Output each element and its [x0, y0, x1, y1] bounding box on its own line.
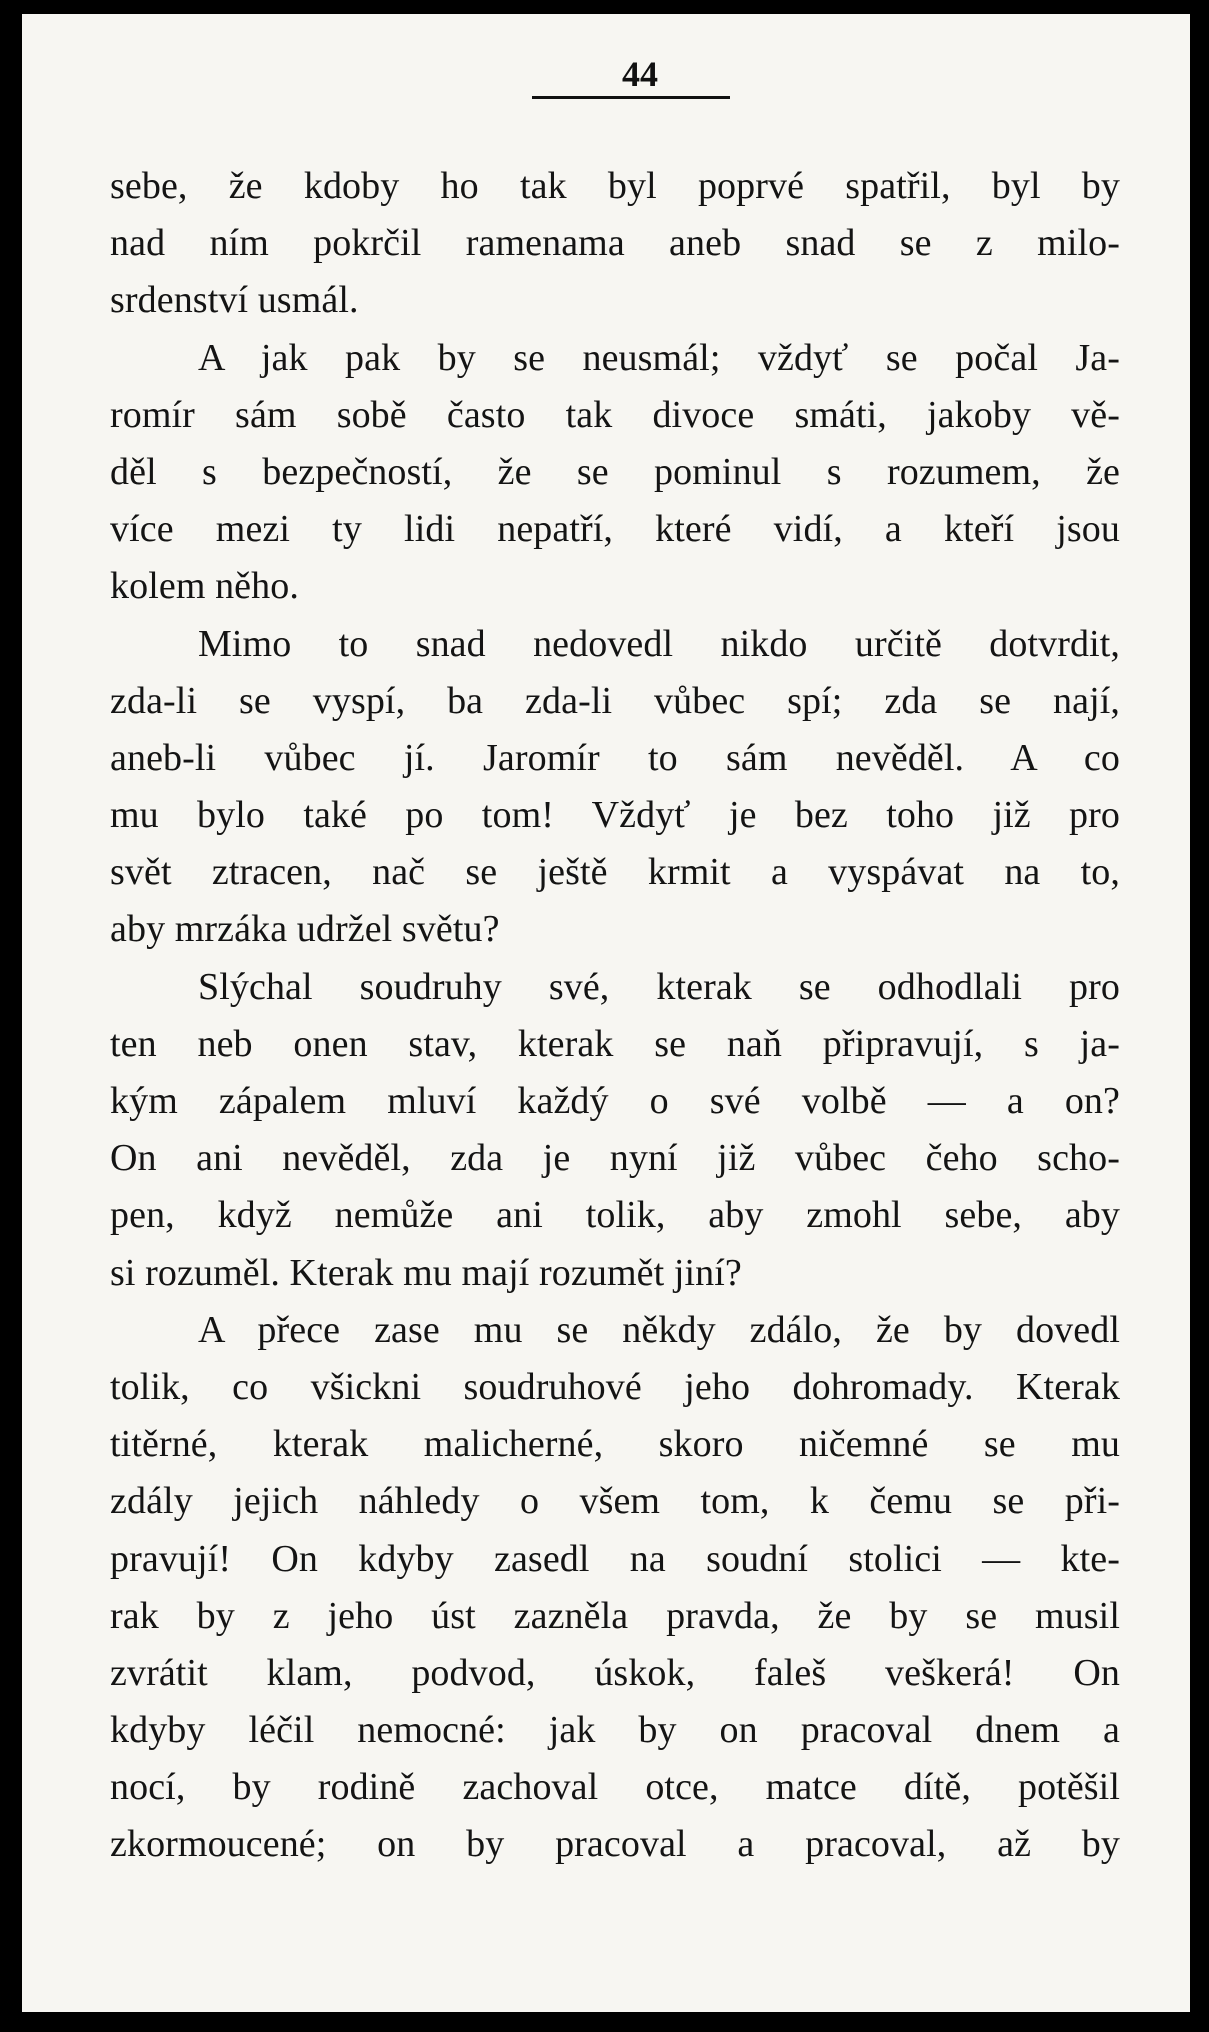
text-line: pravují! On kdyby zasedl na soudní stolici — kte- — [110, 1537, 1120, 1580]
book-page — [22, 14, 1190, 2012]
page-number: 44 — [622, 54, 658, 94]
text-line: kým zápalem mluví každý o své volbě — a on? — [110, 1080, 1120, 1122]
text-line: On ani nevěděl, zda je nyní již vůbec čeho scho- — [110, 1137, 1120, 1180]
text-line: si rozuměl. Kterak mu mají rozumět jiní? — [110, 1251, 742, 1294]
text-line: srdenství usmál. — [110, 279, 359, 322]
text-line: A přece zase mu se někdy zdálo, že by dovedl — [198, 1308, 1120, 1351]
body-text — [110, 158, 1120, 1874]
text-line: nad ním pokrčil ramenama aneb snad se z milo- — [110, 222, 1120, 265]
text-line: zkormoucené; on by pracoval a pracoval, až by — [110, 1823, 1120, 1866]
text-line: titěrné, kterak malicherné, skoro ničemné se mu — [110, 1423, 1120, 1466]
text-line: rak by z jeho úst zazněla pravda, že by se musil — [110, 1594, 1120, 1637]
text-line: zdály jejich náhledy o všem tom, k čemu se při- — [110, 1480, 1120, 1523]
text-line: Slýchal soudruhy své, kterak se odhodlali pro — [198, 965, 1120, 1008]
page-number-rule — [532, 96, 730, 99]
text-line: nocí, by rodině zachoval otce, matce dítě, potěšil — [110, 1766, 1120, 1809]
text-line: romír sám sobě často tak divoce smáti, jakoby vě- — [110, 393, 1120, 436]
text-line: Mimo to snad nedovedl nikdo určitě dotvrdit, — [198, 622, 1120, 665]
text-line: zvrátit klam, podvod, úskok, faleš veškerá! On — [110, 1651, 1120, 1694]
text-line: tolik, co všickni soudruhové jeho dohromady. Kterak — [110, 1365, 1120, 1408]
text-line: aby mrzáka udržel světu? — [110, 908, 500, 951]
text-line: sebe, že kdoby ho tak byl poprvé spatřil, byl by — [110, 165, 1120, 207]
text-line: A jak pak by se neusmál; vždyť se počal Ja- — [198, 336, 1120, 379]
text-line: kolem něho. — [110, 565, 299, 608]
text-line: ten neb onen stav, kterak se naň připravují, s ja- — [110, 1022, 1120, 1065]
text-line: více mezi ty lidi nepatří, které vidí, a kteří jsou — [110, 508, 1120, 551]
text-line: aneb-li vůbec jí. Jaromír to sám nevěděl. A co — [110, 736, 1120, 779]
text-line: děl s bezpečností, že se pominul s rozumem, že — [110, 450, 1120, 493]
text-line: zda-li se vyspí, ba zda-li vůbec spí; zda se nají, — [110, 679, 1120, 722]
text-line: pen, když nemůže ani tolik, aby zmohl sebe, aby — [110, 1194, 1120, 1237]
text-line: mu bylo také po tom! Vždyť je bez toho již pro — [110, 794, 1120, 837]
text-line: kdyby léčil nemocné: jak by on pracoval dnem a — [110, 1709, 1120, 1752]
text-line: svět ztracen, nač se ještě krmit a vyspávat na to, — [110, 851, 1120, 894]
